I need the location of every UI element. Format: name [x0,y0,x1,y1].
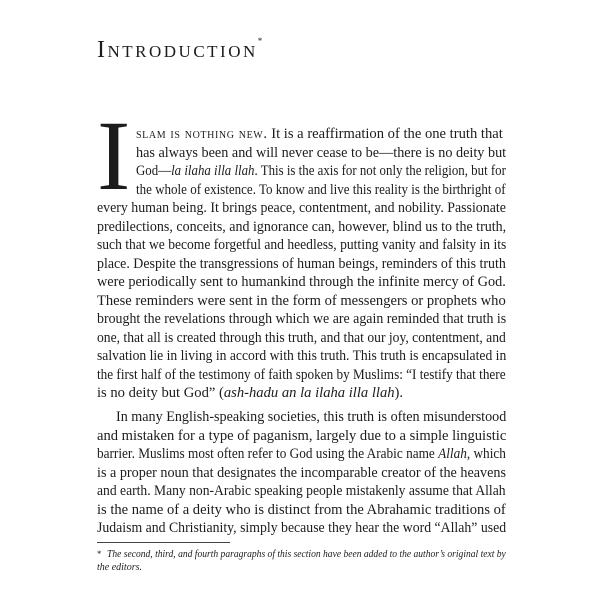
paragraph-1-line-8: place. Despite the transgressions of human beings, reminders of this truth [97,255,506,272]
line-text: It is a reaffirmation of the one truth that [267,126,503,142]
paragraph-2-line-6: is the name of a deity who is distinct from the Abrahamic traditions of [97,501,506,518]
footnote-line-2: the editors. [97,562,142,573]
chapter-title-text: Introduction [97,37,258,63]
paragraph-1-line-11: brought the revelations through which we are again reminded that truth is [97,311,507,327]
arabic-name-text: Allah [438,446,467,462]
line-text: . This is the axis for not only the religion, but for [254,163,506,179]
paragraph-1-line-2: has always been and will never cease to be—there is no deity but [136,144,507,161]
transliteration-text: ash-hadu an la ilaha illa llah [223,385,395,401]
paragraph-1-line-13: salvation lie in living in accord with this truth. This truth is encapsulated in [97,348,507,364]
paragraph-1-line-4: the whole of existence. To know and live this reality is the birthright of [136,181,506,198]
line-text: barrier. Muslims most often refer to God using the Arabic name [97,446,439,462]
paragraph-1-line-3 [136,162,506,180]
transliteration-text: la ilaha illa llah [171,163,255,179]
opening-small-caps: slam is nothing new. [136,126,268,142]
paragraph-1-line-9: were periodically sent to humankind through the infinite mercy of God. [97,274,506,290]
line-text: God— [136,163,172,179]
footnote-marker: * [97,549,102,559]
paragraph-1-line-7: such that we become forgetful and heedless, putting vanity and falsity in its [97,237,507,253]
paragraph-1-line-6: predilections, conceits, and ignorance can, however, blind us to the truth, [97,218,507,235]
chapter-title [97,27,262,64]
footnote-text: The second, third, and fourth paragraphs of this section have been added to the author’s original text by [107,549,506,560]
footnote-divider [97,542,230,543]
footnote-reference-marker: * [257,36,263,46]
paragraph-1-line-10: These reminders were sent in the form of messengers or prophets who [97,292,506,309]
paragraph-2-line-3 [97,445,506,463]
paragraph-1-line-12: one, that all is created through this truth, and that our joy, contentment, and [97,329,506,346]
line-text: is no deity but God” ( [97,385,224,401]
line-text: , which [466,446,506,462]
footnote-line-1 [97,548,506,561]
paragraph-1-line-15 [97,384,403,402]
line-text: ). [394,385,404,401]
paragraph-2-line-5: and earth. Many non-Arabic speaking people mistakenly assume that Allah [97,483,506,499]
paragraph-2-line-4: is a proper noun that designates the incomparable creator of the heavens [97,464,507,481]
paragraph-2-line-2: and mistaken for a type of paganism, largely due to a simple linguistic [97,427,507,444]
paragraph-1-line-14: the first half of the testimony of faith spoken by Muslims: “I testify that there [97,366,506,383]
paragraph-2-line-1: In many English-speaking societies, this truth is often misunderstood [116,409,507,425]
paragraph-2-line-7: Judaism and Christianity, simply because they hear the word “Allah” used [97,520,507,536]
paragraph-1-line-5: every human being. It brings peace, contentment, and nobility. Passionate [97,200,506,216]
drop-cap-letter: I [97,100,131,211]
paragraph-1-line-1 [136,125,503,143]
